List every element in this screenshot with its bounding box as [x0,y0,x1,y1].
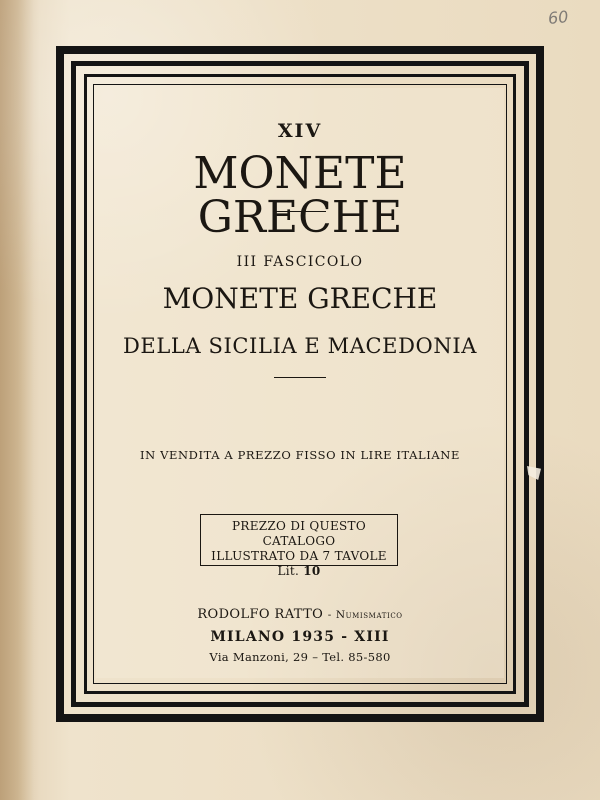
publisher-line [96,607,504,622]
publisher-name: RODOLFO RATTO [197,607,324,622]
pencil-number: 60 [547,6,570,29]
spine-shadow [0,0,40,800]
price-amount: 10 [303,564,321,578]
publisher-role: - Numismatico [327,609,403,621]
subtitle: MONETE GRECHE [162,282,438,315]
price-box-line-1: PREZZO DI QUESTO CATALOGO [232,519,366,548]
main-title: MONETE GRECHE [193,148,407,243]
sale-note: IN VENDITA A PREZZO FISSO IN LIRE ITALIANE [140,448,460,462]
title-divider [274,211,326,212]
place-date: MILANO 1935 - XIII [210,629,390,645]
price-currency: Lit. [277,564,300,578]
subtitle-divider [274,377,326,378]
region-subtitle: DELLA SICILIA E MACEDONIA [123,334,477,358]
cover-content [96,88,504,678]
price-box-line-2: ILLUSTRATO DA 7 TAVOLE [211,549,387,563]
price-box-line-3 [201,564,397,579]
catalog-number: XIV [277,120,323,142]
fascicolo-label: III FASCICOLO [236,254,364,270]
address-line: Via Manzoni, 29 – Tel. 85-580 [209,650,391,664]
price-box [200,514,398,578]
